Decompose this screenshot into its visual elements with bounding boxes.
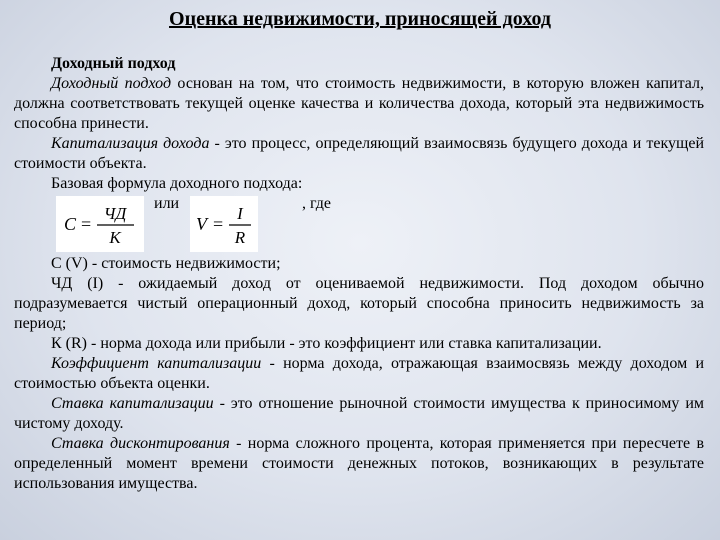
page-title: Оценка недвижимости, приносящей доход — [169, 8, 551, 30]
formula-row — [14, 194, 704, 254]
paragraph-capitalization-text: - это процесс, определяющий взаимосвязь будущего дохода и текущей стоимости объекта. — [14, 135, 705, 172]
formula-c-image — [56, 196, 144, 252]
or-text: или — [154, 195, 180, 212]
term-capitalization: Капитализация дохода — [51, 135, 210, 152]
paragraph-cap-rate — [14, 394, 704, 434]
definition-chd: ЧД (I) - ожидаемый доход от оцениваемой недвижимости. Под доходом обычно подразумевается чистый операционный доход, который способна приносить недвижимость за период; — [14, 275, 704, 332]
document-body — [14, 54, 704, 494]
formula-c-eq: = — [81, 214, 92, 234]
paragraph-discount-rate — [14, 434, 704, 494]
paragraph-cap-rate-text: - это отношение рыночной стоимости имущества к приносимому им чистому доходу. — [14, 395, 705, 432]
term-cap-rate: Ставка капитализации — [51, 395, 214, 412]
formula-v-eq: = — [213, 214, 224, 234]
formula-c-numerator: ЧД — [103, 204, 127, 223]
term-income-approach: Доходный подход — [51, 75, 172, 92]
paragraph-base-formula: Базовая формула доходного подхода: — [51, 175, 303, 192]
paragraph-income-approach-text: основан на том, что стоимость недвижимости, в которую вложен капитал, должна соответствовать текущей оценке качества и количества дохода, который эта недвижимость способна принести. — [14, 75, 704, 132]
paragraph-discount-rate-text: - норма сложного процента, которая применяется при пересчете в определенный момент времени стоимости денежных потоков, возникающих в результате использования имущества. — [14, 435, 705, 492]
formula-v-image — [190, 196, 258, 252]
formula-c-denominator: K — [109, 228, 121, 247]
paragraph-income-approach — [14, 74, 704, 134]
formula-v-lhs: V — [196, 214, 207, 234]
formula-v-box — [190, 196, 258, 252]
section-heading: Доходный подход — [51, 55, 176, 72]
formula-c-lhs: C — [64, 214, 77, 234]
paragraph-cap-coefficient-text: - норма дохода, отражающая взаимосвязь между доходом и стоимостью объекта оценки. — [14, 355, 705, 392]
paragraph-capitalization — [14, 134, 704, 174]
definition-k: К (R) - норма дохода или прибыли - это коэффициент или ставка капитализации. — [51, 335, 602, 352]
formula-v-denominator: R — [234, 228, 246, 247]
term-cap-coefficient: Коэффициент капитализации — [51, 355, 262, 372]
paragraph-cap-coefficient — [14, 354, 704, 394]
formula-c-box — [56, 196, 144, 252]
term-discount-rate: Ставка дисконтирования — [51, 435, 230, 452]
where-text: , где — [302, 195, 332, 212]
formula-v-numerator: I — [237, 204, 243, 223]
definition-c: С (V) - стоимость недвижимости; — [51, 255, 281, 272]
